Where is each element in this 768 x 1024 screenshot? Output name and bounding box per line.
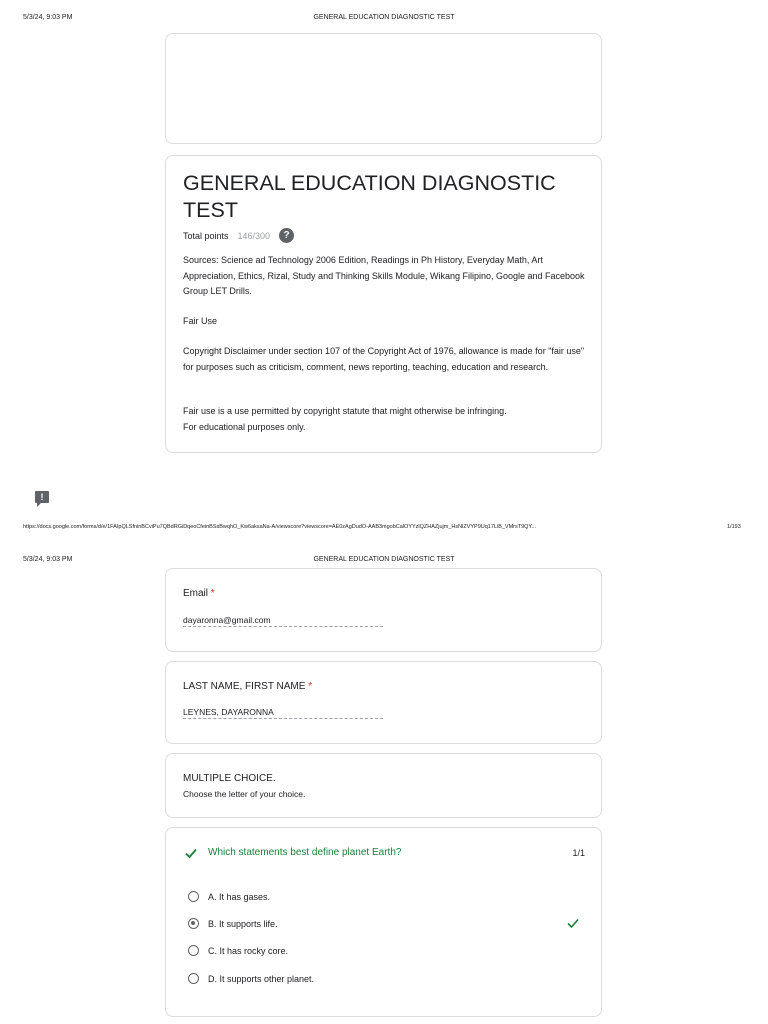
print-footer-page-number: 1/193	[727, 524, 741, 530]
radio-icon[interactable]	[188, 945, 199, 956]
help-icon[interactable]: ?	[279, 228, 294, 243]
print-date: 5/3/24, 9:03 PM	[23, 556, 73, 563]
option-b[interactable]	[188, 918, 278, 929]
required-asterisk: *	[308, 681, 313, 692]
option-label: C. It has rocky core.	[208, 945, 289, 956]
form-description-fair-use-heading: Fair Use	[183, 316, 218, 326]
correct-check-icon	[184, 846, 198, 860]
email-answer: dayaronna@gmail.com	[183, 615, 383, 627]
name-answer: LEYNES, DAYARONNA	[183, 707, 383, 719]
option-a[interactable]	[188, 891, 270, 902]
print-footer-url: https://docs.google.com/forms/d/e/1FAIpQLSfninBCviPu7QBdRGiDqeoCfeinBSsBwqhO_Kw6aksaNa-A/viewscore?viewscore=AE0zAgDudO-AAB3mgobCalOYYzlQZHAZjujm_HsNlZVYP9Uq17LiB_VMrsT9QY...	[23, 524, 536, 530]
option-c[interactable]	[188, 945, 288, 956]
section-title: MULTIPLE CHOICE.	[183, 773, 276, 784]
print-page-title: GENERAL EDUCATION DIAGNOSTIC TEST	[313, 14, 455, 21]
radio-icon[interactable]	[188, 973, 199, 984]
report-feedback-icon[interactable]: !	[35, 491, 49, 503]
option-label: D. It supports other planet.	[208, 973, 315, 984]
name-label-text: LAST NAME, FIRST NAME	[183, 681, 306, 692]
section-description: Choose the letter of your choice.	[183, 789, 306, 799]
form-description-fair-use-note: Fair use is a use permitted by copyright statute that might otherwise be infringing. For educational purposes only.	[183, 406, 507, 432]
radio-icon[interactable]	[188, 891, 199, 902]
name-question-card	[165, 661, 602, 744]
form-title: GENERAL EDUCATION DIAGNOSTIC TEST	[183, 171, 556, 222]
name-label	[183, 681, 312, 692]
print-date: 5/3/24, 9:03 PM	[23, 14, 73, 21]
print-page-title: GENERAL EDUCATION DIAGNOSTIC TEST	[313, 556, 455, 563]
form-description-sources: Sources: Science ad Technology 2006 Edition, Readings in Ph History, Everyday Math, Art Appreciation, Ethics, Rizal, Study and Thinking Skills Module, Wikang Filipino, Google and Facebook Group LET Drills.	[183, 255, 585, 296]
section-header-card	[165, 753, 602, 818]
option-label: A. It has gases.	[208, 891, 271, 902]
option-label: B. It supports life.	[208, 918, 278, 929]
option-d[interactable]	[188, 973, 314, 984]
radio-selected-icon[interactable]	[188, 918, 199, 929]
form-description-copyright: Copyright Disclaimer under section 107 of the Copyright Act of 1976, allowance is made for "fair use" for purposes such as criticism, comment, news reporting, teaching, education and research.	[183, 346, 585, 372]
total-points-label: Total points	[183, 230, 229, 241]
question-text: Which statements best define planet Earth?	[208, 847, 402, 858]
form-title-card	[165, 155, 602, 453]
required-asterisk: *	[210, 588, 215, 599]
question-score: 1/1	[572, 848, 585, 858]
email-label-text: Email	[183, 588, 209, 599]
question-card	[165, 827, 602, 1017]
total-points-row	[183, 228, 294, 243]
form-header-banner	[165, 33, 602, 144]
email-question-card	[165, 568, 602, 652]
total-points-value: 146/300	[237, 230, 271, 241]
correct-answer-check-icon	[566, 916, 580, 930]
email-label	[183, 588, 215, 599]
